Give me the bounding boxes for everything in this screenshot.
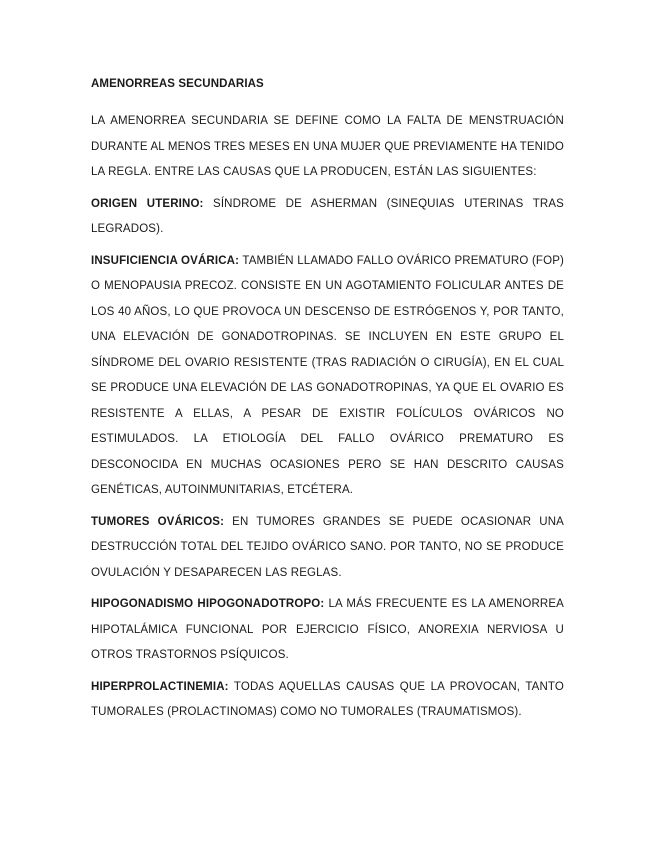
section-tumores-ovaricos (91, 510, 564, 587)
section-text: TODAS AQUELLAS CAUSAS QUE LA PROVOCAN, TANTO TUMORALES (PROLACTINOMAS) COMO NO TUMORALES (TRAUMATISMOS). (91, 680, 564, 718)
document-title: AMENORREAS SECUNDARIAS (91, 78, 264, 90)
section-heading: HIPOGONADISMO HIPOGONADOTROPO: (91, 598, 325, 610)
section-origen-uterino (91, 192, 564, 243)
document-page (91, 76, 564, 732)
section-insuficiencia-ovarica (91, 249, 564, 504)
section-heading: TUMORES OVÁRICOS: (91, 515, 225, 528)
section-text: SÍNDROME DE ASHERMAN (SINEQUIAS UTERINAS TRAS LEGRADOS). (91, 197, 564, 235)
section-text: LA MÁS FRECUENTE ES LA AMENORREA HIPOTALÁMICA FUNCIONAL POR EJERCICIO FÍSICO, ANOREXIA NERVIOSA U OTROS TRASTORNOS PSÍQUICOS. (91, 598, 565, 661)
section-text: TAMBIÉN LLAMADO FALLO OVÁRICO PREMATURO (FOP) O MENOPAUSIA PRECOZ. CONSISTE EN UN AGOTAMIENTO FOLICULAR ANTES DE LOS 40 AÑOS, LO QUE PROVOCA UN DESCENSO DE ESTRÓGENOS Y, POR TANTO, UNA ELEVACIÓN DE GONADOTROPINAS. SE INCLUYEN EN ESTE GRUPO EL SÍNDROME DEL OVARIO RESISTENTE (TRAS RADIACIÓN O CIRUGÍA), EN EL CUAL SE PRODUCE UNA ELEVACIÓN DE LAS GONADOTROPINAS, YA QUE EL OVARIO ES RESISTENTE A ELLAS, A PESAR DE EXISTIR FOLÍCULOS OVÁRICOS NO ESTIMULADOS. LA ETIOLOGÍA DEL FALLO OVÁRICO PREMATURO ES DESCONOCIDA EN MUCHAS OCASIONES PERO SE HAN DESCRITO CAUSAS GENÉTICAS, AUTOINMUNITARIAS, ETCÉTERA. (91, 254, 565, 496)
section-heading: HIPERPROLACTINEMIA: (91, 680, 229, 693)
intro-paragraph: LA AMENORREA SECUNDARIA SE DEFINE COMO LA FALTA DE MENSTRUACIÓN DURANTE AL MENOS TRES MESES EN UNA MUJER QUE PREVIAMENTE HA TENIDO LA REGLA. ENTRE LAS CAUSAS QUE LA PRODUCEN, ESTÁN LAS SIGUIENTES: (91, 115, 564, 178)
section-hipogonadismo (91, 592, 564, 669)
section-text: EN TUMORES GRANDES SE PUEDE OCASIONAR UNA DESTRUCCIÓN TOTAL DEL TEJIDO OVÁRICO SANO. POR TANTO, NO SE PRODUCE OVULACIÓN Y DESAPARECEN LAS REGLAS. (91, 515, 564, 579)
section-heading: INSUFICIENCIA OVÁRICA: (91, 254, 240, 267)
section-hiperprolactinemia (91, 675, 564, 726)
section-heading: ORIGEN UTERINO: (91, 197, 204, 210)
